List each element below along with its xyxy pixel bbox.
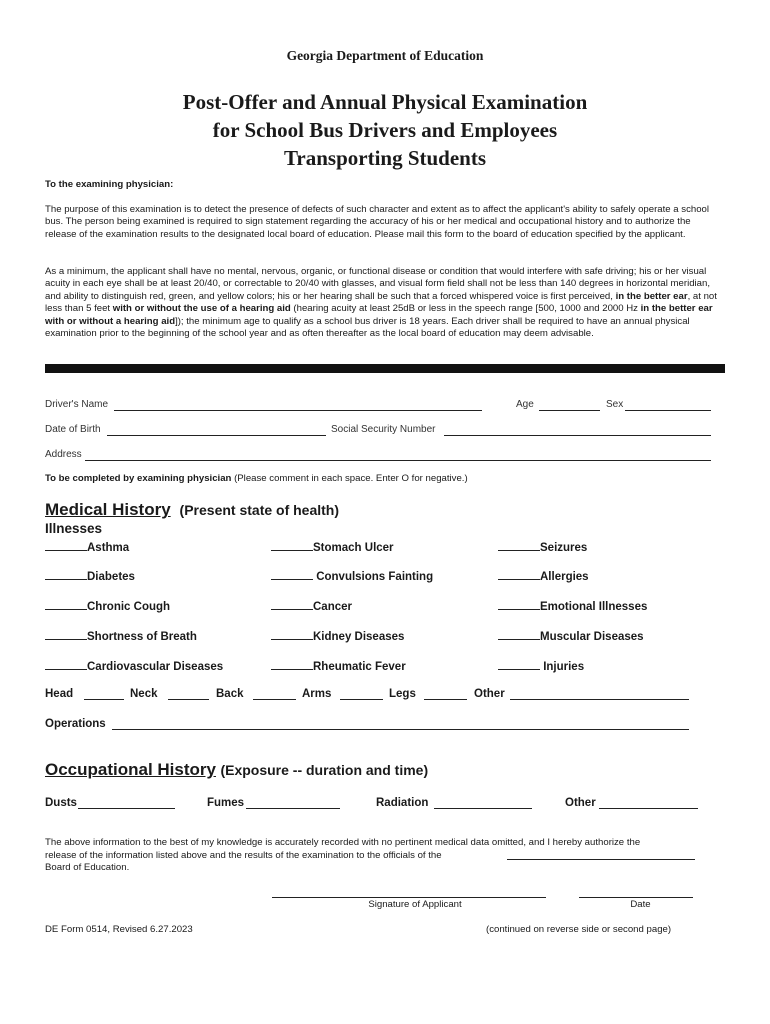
illnesses-label: Illnesses — [45, 521, 103, 536]
title-line-3: Transporting Students — [283, 146, 487, 170]
illness-item — [498, 659, 584, 673]
occupational-history-heading — [45, 760, 428, 780]
authorization-line-1: The above information to the best of my knowledge is accurately recorded with no pertinent medical data omitted, and I hereby authorize the — [45, 837, 641, 848]
illness-entry-field[interactable] — [271, 569, 313, 580]
illness-entry-field[interactable] — [45, 599, 87, 610]
illness-item — [45, 569, 135, 583]
illness-entry-field[interactable] — [45, 569, 87, 580]
medical-history-heading — [45, 500, 339, 520]
illness-entry-field[interactable] — [45, 629, 87, 640]
continued-note: (continued on reverse side or second page) — [486, 924, 672, 935]
occupational-history-title: Occupational History — [45, 760, 216, 779]
applicant-signature-line[interactable] — [272, 897, 546, 898]
medical-history-title: Medical History — [45, 500, 171, 519]
illness-entry-field[interactable] — [45, 540, 87, 551]
illness-label: Seizures — [540, 542, 588, 554]
date-of-birth-label: Date of Birth — [45, 424, 101, 435]
agency-name: Georgia Department of Education — [286, 48, 484, 63]
intro-paragraph-2 — [45, 266, 721, 340]
age-field[interactable] — [539, 399, 600, 411]
illness-label: Chronic Cough — [87, 601, 171, 613]
legs-label: Legs — [389, 688, 416, 700]
fumes-label: Fumes — [207, 797, 245, 809]
sex-label: Sex — [606, 399, 624, 410]
operations-field[interactable] — [112, 718, 689, 730]
occupational-history-subtitle: (Exposure -- duration and time) — [220, 762, 429, 778]
illness-label: Asthma — [87, 542, 130, 554]
fumes-field[interactable] — [246, 797, 340, 809]
head-label: Head — [45, 688, 74, 700]
illness-label: Kidney Diseases — [313, 631, 405, 643]
dusts-label: Dusts — [45, 797, 77, 809]
illness-label: Shortness of Breath — [87, 631, 197, 643]
date-signature-line[interactable] — [579, 897, 693, 898]
illness-item — [498, 599, 647, 613]
ssn-label: Social Security Number — [331, 424, 436, 435]
drivers-name-field[interactable] — [114, 399, 482, 411]
title-line-1: Post-Offer and Annual Physical Examination — [182, 90, 588, 114]
illness-label: Cardiovascular Diseases — [87, 661, 224, 673]
illness-item — [45, 659, 223, 673]
legs-field[interactable] — [424, 688, 467, 700]
age-label: Age — [516, 399, 534, 410]
ssn-field[interactable] — [444, 424, 711, 436]
completed-by-instructions — [45, 473, 468, 485]
illness-entry-field[interactable] — [498, 629, 540, 640]
illness-item — [498, 540, 587, 554]
radiation-label: Radiation — [376, 797, 429, 809]
address-field[interactable] — [85, 449, 711, 461]
para2-part-c: , at not less than 5 feet — [45, 290, 717, 315]
authorization-line-3: Board of Education. — [45, 862, 130, 873]
back-field[interactable] — [253, 688, 296, 700]
para2-part-e: (hearing acuity at least 25dB or less in the speech range [500, 1000 and 2000 Hz — [290, 303, 641, 315]
para2-part-a: As a minimum, the applicant shall have no mental, nervous, organic, or functional disease or condition that would interfere with safe driving; his or her visual acuity in each eye shall be at least 20/40, or correctable to 20/40 with glasses, and visual form field shall not be less than 140 degrees in horizontal meridian, and ability to distinguish red, green, and yellow colors; his or her hearing shall be such that a forced whispered voice is first perceived, — [45, 266, 711, 302]
form-number: DE Form 0514, Revised 6.27.2023 — [45, 924, 193, 935]
board-of-education-field[interactable] — [507, 849, 695, 860]
section-divider-bar — [45, 364, 725, 373]
illness-entry-field[interactable] — [45, 659, 87, 670]
illness-entry-field[interactable] — [498, 659, 540, 670]
title-line-2: for School Bus Drivers and Employees — [212, 118, 558, 142]
intro-paragraph-1: The purpose of this examination is to detect the presence of defects of such character and extent as to affect the applicant's ability to safely operate a school bus. The person being examined is required to sign statement regarding the accuracy of his or her medical and occupational history and to authorize the release of the examination results to the designated local board of education. Please mail this form to the board of education specified by the applicant. — [45, 204, 710, 240]
drivers-name-label: Driver's Name — [45, 399, 109, 410]
illness-item — [271, 599, 352, 613]
illness-item — [271, 629, 404, 643]
illness-item — [498, 629, 644, 643]
illness-item — [45, 629, 197, 643]
illness-item — [498, 569, 589, 583]
other-field[interactable] — [510, 688, 689, 700]
illness-label: Convulsions Fainting — [313, 571, 434, 583]
illness-entry-field[interactable] — [498, 540, 540, 551]
illness-label: Stomach Ulcer — [313, 542, 394, 554]
illness-item — [271, 569, 433, 583]
illness-entry-field[interactable] — [271, 629, 313, 640]
completed-by-rest: (Please comment in each space. Enter O for negative.) — [231, 473, 468, 484]
illness-item — [271, 659, 406, 673]
para2-part-d: with or without the use of a hearing aid — [112, 303, 291, 315]
neck-label: Neck — [130, 688, 158, 700]
sex-field[interactable] — [625, 399, 711, 411]
arms-field[interactable] — [340, 688, 383, 700]
arms-label: Arms — [302, 688, 332, 700]
illness-label: Cancer — [313, 601, 352, 613]
authorization-line-2: release of the information listed above and the results of the examination to the officials of the — [45, 850, 442, 861]
para2-part-f: in the better ear with or without a hearing aid — [45, 303, 713, 327]
completed-by-bold: To be completed by examining physician — [45, 473, 232, 484]
head-field[interactable] — [84, 688, 124, 700]
occupational-other-label: Other — [565, 797, 596, 809]
occupational-other-field[interactable] — [599, 797, 698, 809]
illness-entry-field[interactable] — [271, 659, 313, 670]
operations-label: Operations — [45, 718, 106, 730]
illness-item — [45, 540, 129, 554]
illness-entry-field[interactable] — [498, 569, 540, 580]
illness-label: Injuries — [540, 661, 585, 673]
illness-label: Diabetes — [87, 571, 135, 583]
back-label: Back — [216, 688, 244, 700]
address-label: Address — [45, 449, 82, 460]
illness-label: Rheumatic Fever — [313, 661, 406, 673]
to-physician-label: To the examining physician: — [45, 179, 174, 190]
radiation-field[interactable] — [434, 797, 532, 809]
other-label: Other — [474, 688, 505, 700]
illness-entry-field[interactable] — [498, 599, 540, 610]
dusts-field[interactable] — [78, 797, 175, 809]
form-title — [0, 88, 770, 172]
illness-entry-field[interactable] — [271, 599, 313, 610]
applicant-signature-label: Signature of Applicant — [368, 899, 462, 910]
illness-label: Emotional Illnesses — [540, 601, 648, 613]
illness-entry-field[interactable] — [271, 540, 313, 551]
medical-history-subtitle: (Present state of health) — [179, 502, 340, 518]
illness-item — [271, 540, 394, 554]
neck-field[interactable] — [168, 688, 209, 700]
para2-part-b: in the better ear — [615, 290, 688, 302]
illness-label: Muscular Diseases — [540, 631, 644, 643]
date-signature-label: Date — [630, 899, 651, 910]
illness-label: Allergies — [540, 571, 589, 583]
illness-item — [45, 599, 170, 613]
date-of-birth-field[interactable] — [107, 424, 326, 436]
para2-part-g: ]); the minimum age to qualify as a school bus driver is 18 years. Each driver shall be required to have an annual physical examination prior to the beginning of the school year and as often thereafter as the local board of education may deem advisable. — [45, 315, 690, 340]
